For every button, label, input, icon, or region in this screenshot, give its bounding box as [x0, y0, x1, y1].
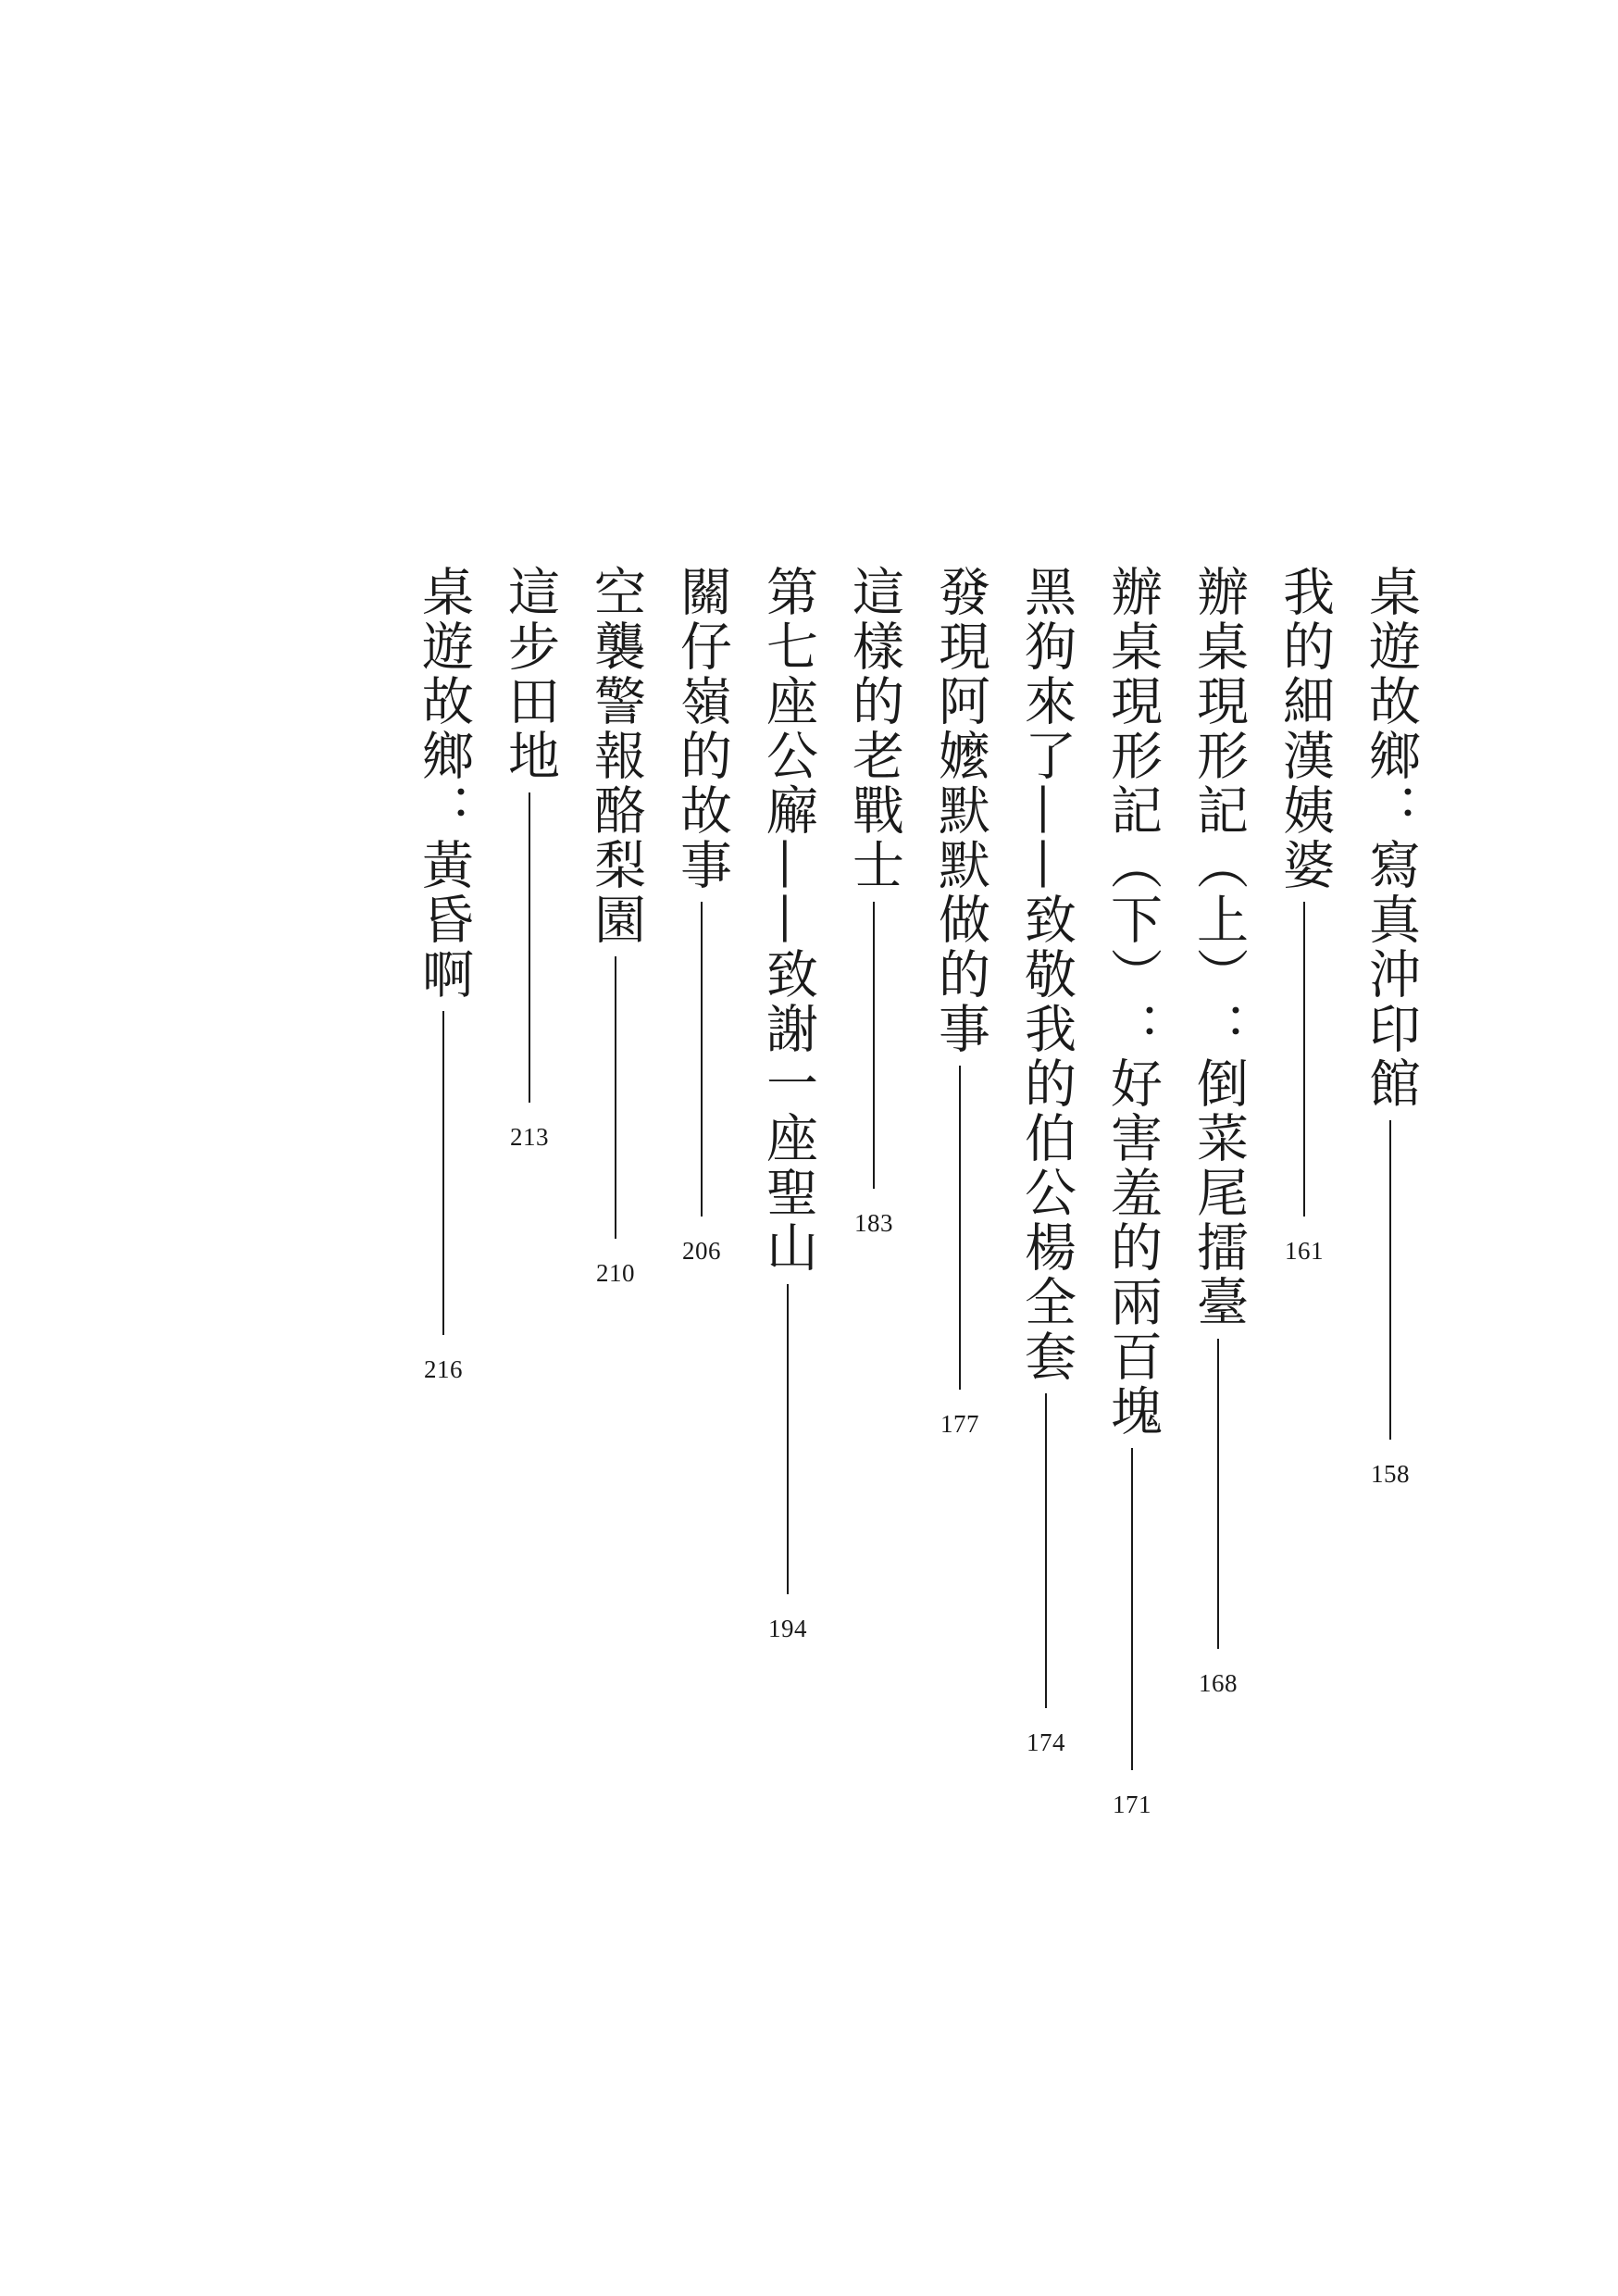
toc-entry[interactable] [574, 565, 657, 1287]
toc-entry-title: 我的細漢姨婆 [1275, 565, 1335, 892]
toc-entry-page: 216 [424, 1355, 463, 1383]
toc-entry[interactable] [746, 565, 829, 1642]
toc-entry[interactable] [1176, 565, 1260, 1697]
toc-entry-title: 辦桌現形記（上）：倒菜尾擂臺 [1189, 565, 1249, 1329]
toc-entry[interactable] [402, 565, 485, 1383]
toc-entry[interactable] [1349, 565, 1432, 1488]
toc-entry-page: 158 [1371, 1460, 1410, 1488]
toc-entry-page: 171 [1113, 1791, 1151, 1818]
leader-line [615, 956, 616, 1239]
leader-line [1217, 1339, 1219, 1649]
leader-line [529, 792, 530, 1103]
toc-entry-page: 168 [1199, 1669, 1238, 1697]
toc-entry[interactable] [1090, 565, 1174, 1818]
toc-entry[interactable] [488, 565, 571, 1151]
toc-entry[interactable] [832, 565, 915, 1237]
toc-entry-title: 辦桌現形記（下）：好害羞的兩百塊 [1102, 565, 1163, 1439]
toc-entry-page: 174 [1027, 1728, 1065, 1756]
toc-entry-page: 210 [596, 1259, 635, 1287]
leader-line [1303, 902, 1305, 1217]
toc-entry[interactable] [1004, 565, 1088, 1756]
toc-entry-title: 桌遊故鄉：黃昏啊 [414, 565, 474, 1002]
leader-line [873, 902, 875, 1189]
leader-line [959, 1066, 961, 1390]
leader-line [1131, 1448, 1133, 1770]
toc-entry-title: 空襲警報酪梨園 [586, 565, 646, 947]
toc-entry-title: 桌遊故鄉：寫真沖印館 [1361, 565, 1421, 1111]
toc-entry-title: 第七座公廨——致謝一座聖山 [758, 565, 818, 1275]
toc-entry[interactable] [918, 565, 1002, 1438]
leader-line [1045, 1393, 1047, 1708]
toc-entry-title: 發現阿嬤默默做的事 [930, 565, 990, 1056]
toc-entry-title: 黑狗來了——致敬我的伯公楊全套 [1016, 565, 1077, 1384]
toc-entry[interactable] [1263, 565, 1346, 1265]
leader-line [701, 902, 703, 1217]
toc-entry-title: 這樣的老戰士 [844, 565, 904, 892]
toc-entry-page: 183 [854, 1209, 893, 1237]
toc-entry-page: 194 [768, 1615, 807, 1642]
toc-entry-page: 161 [1285, 1237, 1324, 1265]
toc-entry-title: 這步田地 [500, 565, 560, 783]
leader-line [1389, 1120, 1391, 1440]
toc-entry-page: 177 [940, 1410, 979, 1438]
toc-entry-title: 關仔嶺的故事 [672, 565, 732, 892]
leader-line [442, 1011, 444, 1335]
toc-entry-page: 206 [682, 1237, 721, 1265]
toc-entry[interactable] [660, 565, 743, 1265]
toc-entry-page: 213 [510, 1123, 549, 1151]
leader-line [787, 1284, 789, 1594]
